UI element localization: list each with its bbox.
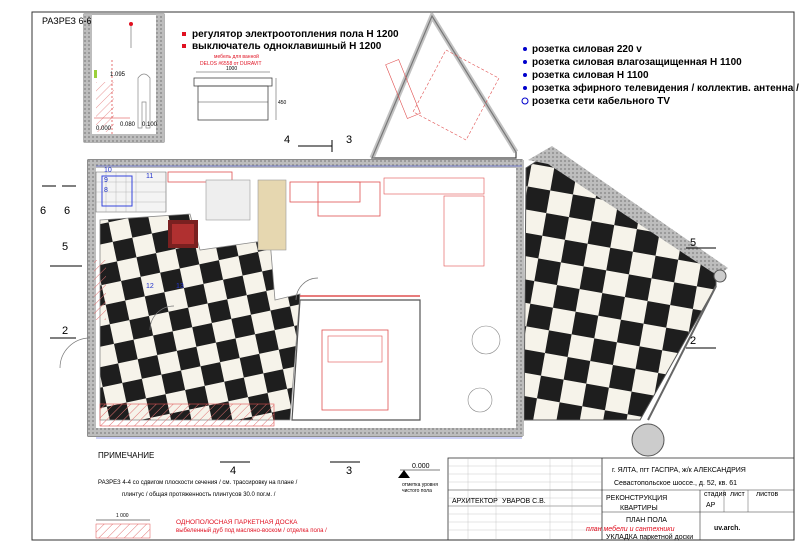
sink-dim-width: 1000 [226, 66, 238, 72]
address-line-1: г. ЯЛТА, пгт ГАСПРА, ж/к АЛЕКСАНДРИЯ [612, 467, 746, 474]
legend-right [522, 44, 799, 107]
main-apartment [60, 160, 524, 438]
switch-icon [182, 44, 186, 48]
section-dim-4: 0.100 [142, 122, 158, 128]
section-dim-2: 0.000 [96, 126, 112, 132]
note-line-2: плинтус / общая протяженность плинтусов 30.0 пог.м. / [122, 492, 276, 498]
legend-right-item-4: розетка эфирного телевидения / коллектив. антенна / [532, 83, 799, 94]
legend-left-item-2: выключатель одноклавишный Н 1200 [192, 41, 382, 52]
scale-label: 1 000 [116, 513, 129, 519]
sink-dim-height: 450 [278, 100, 287, 106]
level-mark-caption-1: отметка уровня [402, 482, 438, 488]
level-mark-caption-2: чистого пола [402, 488, 432, 494]
note-title: ПРИМЕЧАНИЕ [98, 451, 155, 460]
section-mark-4-bottom: 4 [230, 465, 237, 477]
flooring-note-1: ОДНОПОЛОСНАЯ ПАРКЕТНАЯ ДОСКА [176, 519, 298, 526]
project-title-2: КВАРТИРЫ [620, 505, 658, 512]
column-circle [632, 424, 664, 456]
legend-left-item-1: регулятор электроотопления пола Н 1200 [192, 29, 399, 40]
sink-caption-1: мебель для ванной [214, 54, 259, 60]
cable-tv-socket-icon [522, 98, 528, 104]
stage-value: АР [706, 502, 716, 509]
title-block [448, 458, 794, 541]
room-number-9: 9 [104, 177, 108, 184]
waterproof-socket-icon [523, 60, 527, 64]
legend-right-item-3: розетка силовая Н 1100 [532, 70, 649, 81]
section-mark-2-right: 2 [690, 335, 697, 347]
sink-elevation [194, 72, 276, 120]
legend-right-item-2: розетка силовая влагозащищенная Н 1100 [532, 57, 742, 68]
section-mark-3-bottom: 3 [346, 465, 353, 477]
section-mark-5-left: 5 [62, 241, 69, 253]
legend-left [182, 29, 399, 52]
tv-socket-icon [523, 86, 527, 90]
sheets-label: листов [756, 491, 779, 498]
section-mark-6-right: 6 [64, 205, 71, 217]
section-dim-3: 0.080 [120, 122, 136, 128]
socket-icon [523, 47, 527, 51]
project-title-1: РЕКОНСТРУКЦИЯ [606, 495, 668, 502]
green-marker-icon [94, 70, 97, 78]
legend-right-item-5: розетка сети кабельного TV [532, 96, 671, 107]
heater-regulator-icon [182, 32, 186, 36]
human-figure-icon [138, 74, 150, 128]
right-triangle-room [524, 146, 728, 456]
legend-right-item-1: розетка силовая 220 v [532, 44, 642, 55]
section-mark-6-left: 6 [40, 205, 47, 217]
level-mark-value: 0.000 [412, 463, 430, 470]
stage-label: стадия [704, 491, 727, 498]
room-number-10: 10 [104, 167, 112, 174]
flooring-note-2: выбеленный дуб под масляно-воском / отделка пола / [176, 528, 327, 534]
room-number-12: 12 [146, 283, 154, 290]
architect-label: АРХИТЕКТОР [452, 498, 498, 505]
sheet-subtitle: план мебели и сантехники [586, 526, 675, 533]
section-mark-2-left: 2 [62, 325, 69, 337]
sheet-title: ПЛАН ПОЛА [626, 517, 667, 524]
section-title: РАЗРЕЗ 6-6 [42, 16, 92, 26]
power-socket-icon [523, 73, 527, 77]
room-number-13: 13 [176, 283, 184, 290]
sheet-label: лист [730, 491, 745, 498]
section-mark-5-right: 5 [690, 237, 697, 249]
architect-name: УВАРОВ С.В. [502, 498, 546, 505]
logo: uv.arch. [714, 525, 741, 532]
room-number-8: 8 [104, 187, 108, 194]
level-mark [398, 463, 440, 494]
sheet-subtitle-2: УКЛАДКА паркетной доски [606, 534, 694, 541]
room-number-11: 11 [146, 173, 154, 180]
section-mark-4-top: 4 [284, 134, 291, 146]
address-line-2: Севастопольское шоссе., д. 52, кв. 61 [614, 480, 737, 487]
sink-caption-2: DELOS #6558 от DURAVIT [200, 61, 262, 67]
section-mark-3-top: 3 [346, 134, 353, 146]
section-dim-1: 1.095 [110, 72, 126, 78]
note-line-1: РАЗРЕЗ 4-4 со сдвигом плоскости сечения / см. трассировку на плане / [98, 480, 298, 486]
